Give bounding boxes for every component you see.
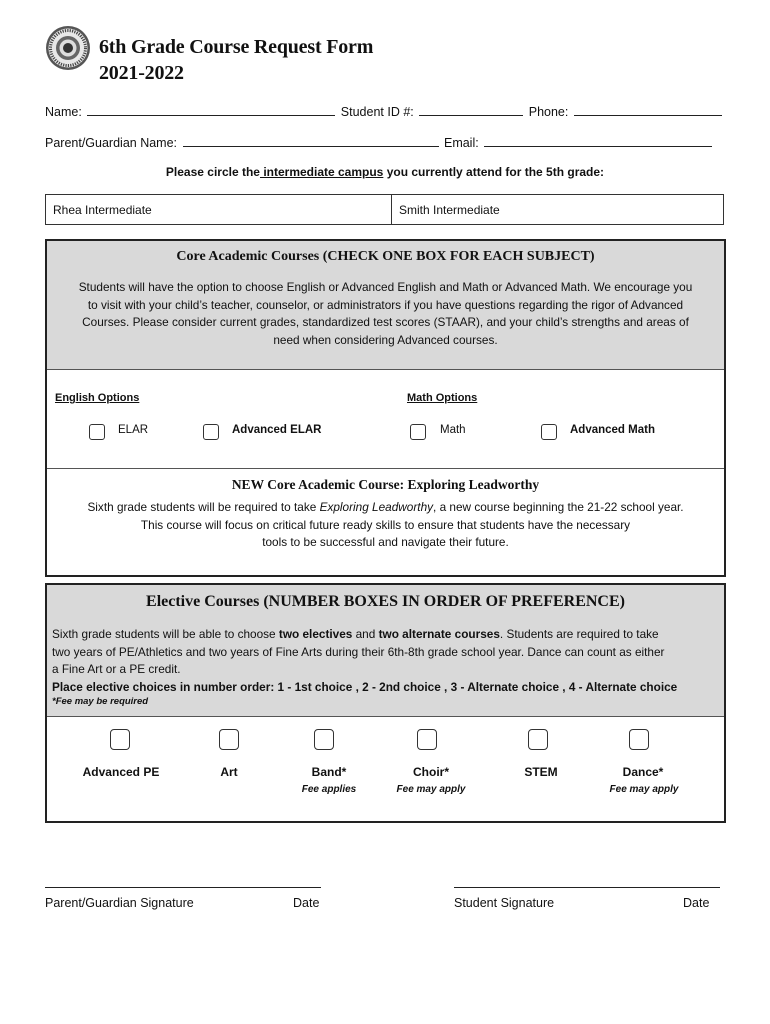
core-description-line: need when considering Advanced courses. <box>273 332 498 347</box>
leadworthy-heading: NEW Core Academic Course: Exploring Leadworthy <box>231 477 540 492</box>
band-box[interactable] <box>314 729 334 750</box>
leadworthy-line-2: This course will focus on critical future ready skills to ensure that students have the necessary <box>140 517 631 532</box>
dance-label: Dance* <box>622 765 664 779</box>
elective-line-1-d: two alternate courses <box>378 627 500 641</box>
elective-line-1-c: and <box>352 627 379 641</box>
leadworthy-line-3: tools to be successful and navigate their future. <box>262 535 509 549</box>
elective-ordering-instruction: Place elective choices in number order: 1 - 1st choice , 2 - 2nd choice , 3 - Alternate choice , 4 - Alternate choice <box>52 679 678 694</box>
art-label: Art <box>220 765 238 779</box>
parent-info-row <box>45 134 714 150</box>
band-fee-note: Fee applies <box>301 784 357 795</box>
parent-signature-label: Parent/Guardian Signature <box>45 896 194 910</box>
core-courses-description <box>51 279 720 349</box>
core-section-divider <box>47 468 724 469</box>
elective-line-1-e: . Students are required to take <box>499 627 659 641</box>
elective-description <box>52 626 720 696</box>
campus-instruction-underlined: intermediate campus <box>259 165 384 179</box>
choir-fee-note: Fee may apply <box>396 784 466 795</box>
form-title-line1: 6th Grade Course Request Form <box>99 36 374 58</box>
dance-fee-note: Fee may apply <box>609 784 679 795</box>
advanced-pe-label: Advanced PE <box>82 765 160 779</box>
elective-line-1 <box>52 626 720 644</box>
form-title-line2: 2021-2022 <box>99 62 184 84</box>
campus-instruction-suffix: you currently attend for the 5th grade: <box>383 165 605 179</box>
core-courses-heading: Core Academic Courses (CHECK ONE BOX FOR EACH SUBJECT) <box>176 249 595 264</box>
student-info-row <box>45 103 724 119</box>
core-courses-section <box>45 239 726 577</box>
leadworthy-line-1-suffix: , a new course beginning the 21-22 school year. <box>433 500 684 514</box>
core-description-line: Courses. Please consider current grades, standardized test scores (STAAR), and your child’s strengths and areas of <box>82 315 689 329</box>
stem-box[interactable] <box>528 729 548 750</box>
advanced-math-label: Advanced Math <box>570 424 655 436</box>
campus-option-rhea[interactable]: Rhea Intermediate <box>46 195 392 224</box>
elective-line-2: two years of PE/Athletics and two years of Fine Arts during their 6th-8th grade school year. Dance can count as either <box>52 644 665 659</box>
elective-courses-section <box>45 583 726 823</box>
phone-field[interactable] <box>574 103 722 116</box>
core-description-line: Students will have the option to choose English or Advanced English and Math or Advanced Math. We encourage you <box>78 280 693 294</box>
parent-signature-line[interactable] <box>45 887 321 888</box>
student-id-label: Student ID #: <box>340 105 414 119</box>
email-field[interactable] <box>484 134 712 147</box>
english-options-heading: English Options <box>55 392 140 404</box>
advanced-math-checkbox[interactable] <box>541 424 557 440</box>
math-label: Math <box>440 424 466 436</box>
campus-option-smith[interactable]: Smith Intermediate <box>399 202 500 217</box>
art-box[interactable] <box>219 729 239 750</box>
leadworthy-course-name: Exploring Leadworthy <box>319 500 434 514</box>
form-title <box>99 34 373 86</box>
elar-label: ELAR <box>118 424 149 436</box>
leadworthy-description <box>51 499 720 552</box>
elective-heading: Elective Courses (NUMBER BOXES IN ORDER OF PREFERENCE) <box>146 593 625 610</box>
student-signature-line[interactable] <box>454 887 720 888</box>
name-field[interactable] <box>87 103 335 116</box>
stem-label: STEM <box>524 765 558 779</box>
elective-fee-note: *Fee may be required <box>52 696 149 707</box>
campus-table <box>45 194 724 225</box>
choir-box[interactable] <box>417 729 437 750</box>
student-id-field[interactable] <box>419 103 523 116</box>
parent-name-field[interactable] <box>183 134 439 147</box>
dance-box[interactable] <box>629 729 649 750</box>
parent-name-label: Parent/Guardian Name: <box>45 136 178 150</box>
elective-line-1-a: Sixth grade students will be able to choose <box>52 627 279 641</box>
advanced-elar-checkbox[interactable] <box>203 424 219 440</box>
phone-label: Phone: <box>528 105 569 119</box>
campus-instruction-prefix: Please circle the <box>165 165 260 179</box>
email-label: Email: <box>443 136 479 150</box>
elective-line-1-b: two electives <box>278 627 353 641</box>
advanced-pe-box[interactable] <box>110 729 130 750</box>
campus-instruction <box>0 165 770 179</box>
math-checkbox[interactable] <box>410 424 426 440</box>
student-date-label: Date <box>683 896 710 910</box>
choir-label: Choir* <box>413 765 449 779</box>
elar-checkbox[interactable] <box>89 424 105 440</box>
school-seal-icon <box>45 25 91 71</box>
core-description-line: to visit with your child’s teacher, counselor, or administrators if you have questions regarding the rigor of Advanced <box>87 297 684 312</box>
leadworthy-line-1-prefix: Sixth grade students will be required to take <box>87 500 320 514</box>
leadworthy-line-1 <box>51 499 720 517</box>
elective-line-3: a Fine Art or a PE credit. <box>52 662 181 676</box>
name-label: Name: <box>45 105 82 119</box>
student-signature-label: Student Signature <box>454 896 555 910</box>
math-options-heading: Math Options <box>407 392 478 404</box>
advanced-elar-label: Advanced ELAR <box>232 424 322 436</box>
parent-date-label: Date <box>293 896 320 910</box>
band-label: Band* <box>311 765 347 779</box>
